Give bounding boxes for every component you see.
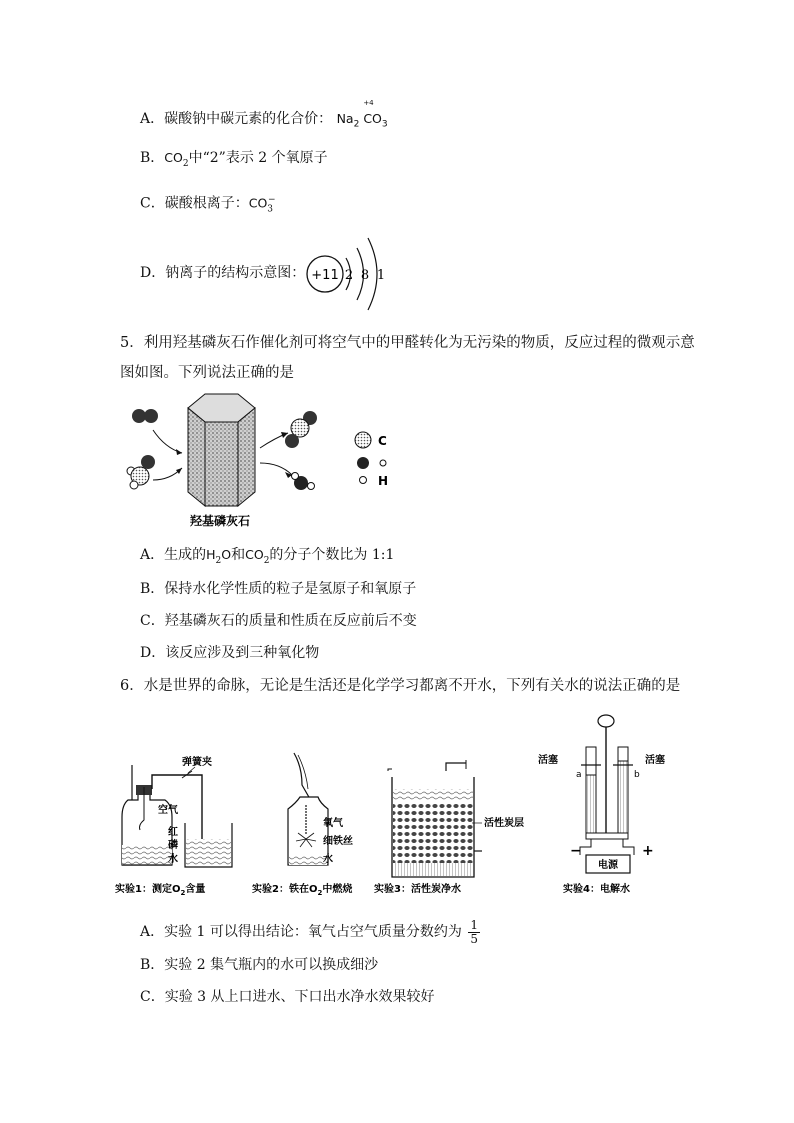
svg-text:C: C [378, 434, 387, 448]
hcho-o [141, 455, 155, 469]
exp3-carbon-label: 活性炭层 [484, 818, 524, 829]
exp1-phosphorus-label: 磷 [168, 840, 178, 851]
nucleus-charge: +11 [311, 268, 339, 283]
exp2-oxygen-label: 氧气 [323, 818, 343, 829]
sodium-structure-diagram [300, 228, 395, 316]
experiment-2 [252, 753, 353, 897]
exp3-caption: 实验3：活性炭净水 [374, 884, 461, 895]
q4-option-d: D．钠离子的结构示意图： [140, 265, 306, 281]
exp1-water-label: 水 [168, 854, 178, 865]
q6-fraction: $\frac{1}{5}$ [470, 917, 479, 946]
q5-option-c: C．羟基磷灰石的质量和性质在反应前后不变 [140, 613, 417, 629]
legend-c-icon [355, 432, 371, 448]
exp1-red-label: 红 [168, 827, 178, 838]
q4-option-a-formula: $Na_2$ +4 $CO_3$ [336, 99, 388, 130]
legend-o-small-icon [380, 460, 386, 466]
atom-legend [355, 432, 388, 488]
catalyst-label: 羟基磷灰石 [189, 514, 251, 528]
experiment-4 [538, 715, 665, 895]
exp4-label-b: b [634, 770, 640, 780]
exp1-clamp-label: 弹簧夹 [182, 757, 212, 768]
q6-stem: 6．水是世界的命脉，无论是生活还是化学学习都离不开水，下列有关水的说法正确的是 [120, 678, 681, 694]
exp4-stopcock-right: 活塞 [645, 755, 665, 766]
catalyst-prism [188, 394, 255, 506]
exp4-plus: + [642, 843, 654, 859]
experiment-1 [115, 755, 232, 897]
q4-option-a-text: A．碳酸钠中碳元素的化合价： [140, 111, 333, 127]
exp4-stopcock-left: 活塞 [538, 755, 558, 766]
arrow-in-1 [153, 430, 182, 453]
q6-option-b: B．实验 2 集气瓶内的水可以换成细沙 [140, 957, 379, 973]
q6-option-c: C．实验 3 从上口进水、下口出水净水效果较好 [140, 989, 435, 1005]
q5-option-b: B．保持水化学性质的粒子是氢原子和氧原子 [140, 581, 417, 597]
exp2-water-label: 水 [323, 854, 333, 865]
q4-option-c: C．碳酸根离子：$CO_3^-$ [140, 195, 276, 215]
q4-option-b: B．$CO_2$中“2”表示 2 个氧原子 [140, 150, 328, 169]
q4-valence: +4 [363, 99, 374, 107]
exp2-wire-label: 细铁丝 [323, 836, 353, 847]
q5-stem-line1: 5．利用羟基磷灰石作催化剂可将空气中的甲醛转化为无污染的物质，反应过程的微观示意 [120, 335, 695, 351]
svg-text:H: H [378, 474, 389, 488]
exp4-caption: 实验4：电解水 [563, 884, 630, 895]
o2-atom-2 [144, 409, 158, 423]
q6-option-a: A．实验 1 可以得出结论：氧气占空气质量分数约为 $\frac{1}{5}$ [140, 917, 479, 946]
exp2-caption: 实验2：铁在$O_2$中燃烧 [252, 884, 353, 897]
co2-o-2 [285, 434, 299, 448]
o2-atom-1 [132, 409, 146, 423]
exp4-label-a: a [576, 770, 582, 780]
q5-stem-line2: 图如图。下列说法正确的是 [120, 365, 294, 381]
legend-h-icon [360, 477, 367, 484]
exp4-minus: − [570, 843, 582, 859]
h2o-h-2 [308, 483, 315, 490]
water-experiments-figure [110, 705, 690, 905]
formaldehyde-reaction-figure [120, 388, 420, 533]
q5-option-d: D．该反应涉及到三种氧化物 [140, 645, 320, 661]
q5-option-a: A．生成的$H_2O$和$CO_2$的分子个数比为 1:1 [140, 547, 395, 566]
exp1-air-label: 空气 [158, 805, 178, 816]
exp4-power-label: 电源 [598, 860, 618, 871]
shell-1: 2 [344, 268, 354, 283]
q4-option-a [140, 99, 388, 135]
legend-o-icon [357, 457, 369, 469]
hcho-h-2 [130, 481, 138, 489]
experiment-3 [374, 760, 524, 895]
h2o-h-1 [292, 473, 299, 480]
exp1-caption: 实验1：测定$O_2$含量 [115, 884, 206, 897]
shell-3: 1 [376, 268, 386, 283]
shell-2: 8 [360, 268, 370, 283]
